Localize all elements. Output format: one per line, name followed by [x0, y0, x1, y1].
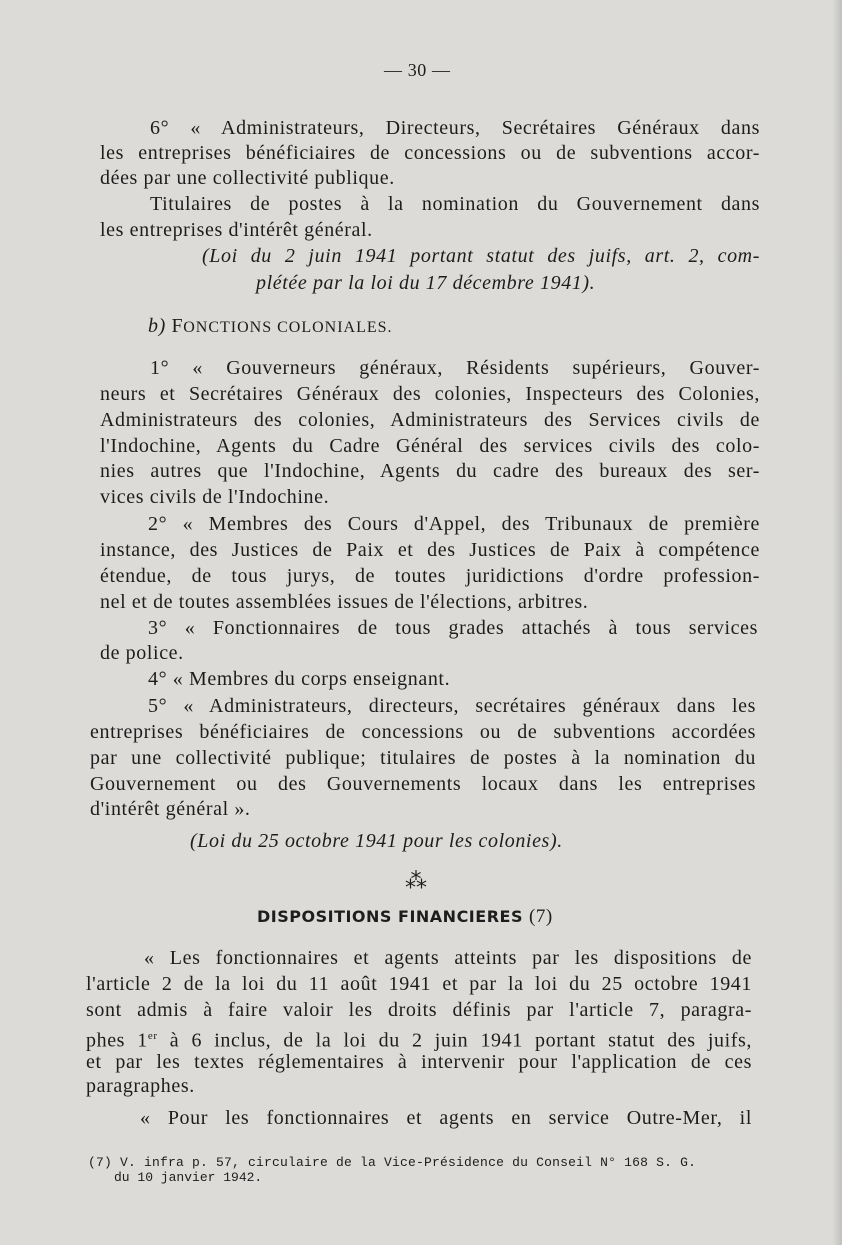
text-line — [86, 1024, 752, 1053]
text-line: 3° « Fonctionnaires de tous grades attachés à tous services — [148, 617, 758, 639]
text-line: d'intérêt général ». — [90, 798, 251, 820]
text-line: les entreprises d'intérêt général. — [100, 219, 373, 241]
text-line: paragraphes. — [86, 1075, 195, 1097]
heading-dispositions-financieres — [257, 906, 553, 928]
section-title-rest: ONCTIONS COLONIALES. — [183, 319, 393, 336]
text-line: 4° « Membres du corps enseignant. — [148, 668, 451, 690]
citation-line: (Loi du 2 juin 1941 portant statut des juifs, art. 2, com- — [202, 245, 760, 267]
text-line: Gouvernement ou des Gouvernements locaux dans les entreprises — [90, 773, 756, 795]
text-line: nies autres que l'Indochine, Agents du cadre des bureaux des ser- — [100, 460, 760, 482]
text-line: l'article 2 de la loi du 11 août 1941 et par la loi du 25 octobre 1941 — [86, 973, 752, 995]
heading-title: DISPOSITIONS FINANCIERES — [257, 907, 523, 926]
text-line: 6° « Administrateurs, Directeurs, Secrétaires Généraux dans — [150, 117, 760, 139]
text-line: vices civils de l'Indochine. — [100, 486, 330, 508]
asterism-separator: ⁂ — [405, 868, 427, 893]
text-line: 5° « Administrateurs, directeurs, secrétaires généraux dans les — [148, 695, 756, 717]
text-segment: à 6 inclus, de la loi du 2 juin 1941 portant statut des juifs, — [157, 1029, 753, 1052]
text-line: dées par une collectivité publique. — [100, 167, 395, 189]
text-line: sont admis à faire valoir les droits définis par l'article 7, paragra- — [86, 999, 752, 1021]
footnote-7-line-1: (7) V. infra p. 57, circulaire de la Vice-Présidence du Conseil N° 168 S. G. — [88, 1155, 697, 1170]
footnote-7-line-2: du 10 janvier 1942. — [114, 1170, 263, 1185]
section-title-initial: F — [171, 315, 184, 337]
section-prefix: b) — [148, 315, 166, 337]
superscript-er: er — [147, 1030, 158, 1042]
text-line: « Les fonctionnaires et agents atteints par les dispositions de — [144, 947, 752, 969]
text-line: neurs et Secrétaires Généraux des colonies, Inspecteurs des Colonies, — [100, 383, 760, 405]
text-line: étendue, de tous jurys, de toutes juridictions d'ordre profession- — [100, 565, 760, 587]
text-line: l'Indochine, Agents du Cadre Général des services civils des colo- — [100, 435, 760, 457]
section-heading-b — [148, 314, 393, 340]
footnote-reference: (7) — [529, 906, 553, 927]
text-line: 2° « Membres des Cours d'Appel, des Tribunaux de première — [148, 513, 760, 535]
text-line: Administrateurs des colonies, Administrateurs des Services civils de — [100, 409, 760, 431]
citation-line: plétée par la loi du 17 décembre 1941). — [256, 272, 596, 294]
text-line: entreprises bénéficiaires de concessions ou de subventions accordées — [90, 721, 756, 743]
text-line: Titulaires de postes à la nomination du Gouvernement dans — [150, 193, 760, 215]
page-number: — 30 — — [384, 60, 451, 80]
page-edge-shadow — [832, 0, 842, 1245]
text-line: par une collectivité publique; titulaires de postes à la nomination du — [90, 747, 756, 769]
paragraph-outre-mer: « Pour les fonctionnaires et agents en service Outre-Mer, il — [140, 1107, 752, 1129]
text-line: 1° « Gouverneurs généraux, Résidents supérieurs, Gouver- — [150, 357, 760, 379]
text-line: instance, des Justices de Paix et des Justices de Paix à compétence — [100, 539, 760, 561]
citation-loi-25-octobre-1941: (Loi du 25 octobre 1941 pour les colonies). — [190, 830, 563, 852]
text-segment: phes 1 — [86, 1029, 148, 1052]
text-line: de police. — [100, 642, 184, 664]
text-line: et par les textes réglementaires à intervenir pour l'application de ces — [86, 1051, 752, 1073]
text-line: nel et de toutes assemblées issues de l'élections, arbitres. — [100, 591, 589, 613]
text-line: les entreprises bénéficiaires de concessions ou de subventions accor- — [100, 142, 760, 164]
